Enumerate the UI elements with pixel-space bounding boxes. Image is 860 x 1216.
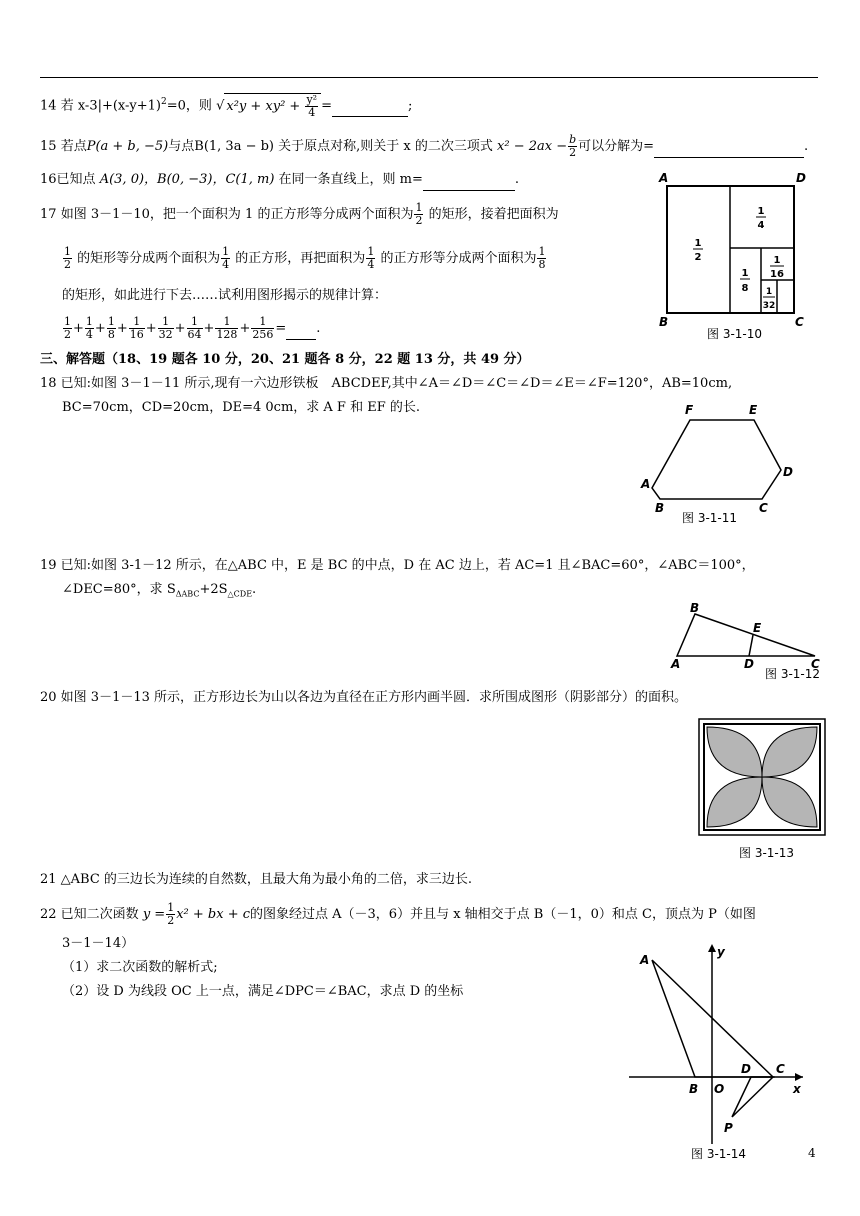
svg-text:A: A: [640, 953, 650, 967]
sqrt-expression: x²y + xy² + $\frac{\text{y²}}{4}$: [224, 93, 321, 119]
plus-sign: +: [116, 321, 128, 336]
figure-caption: 图 3-1-13: [739, 846, 795, 860]
sum-fraction: $\frac{1}{2}$: [64, 315, 71, 341]
question-17-line2: $\frac{1}{2}$ 的矩形等分成两个面积为 $\frac{1}{4}$ 的正方形，再把面积为 $\frac{1}{4}$ 的正方形等分成两个面积为 $\frac{1}{8}$: [64, 245, 546, 271]
sum-fraction: $\frac{1}{4}$: [85, 315, 93, 341]
figure-caption: 图 3-1-11: [682, 511, 738, 525]
question-22-line2: 3－1－14）: [62, 936, 135, 951]
question-18-line1: 18 已知:如图 3－1－11 所示,现有一六边形铁板 ABCDEF,其中∠A＝∠D＝∠C＝∠D＝∠E＝∠F=120°，AB=10cm,: [40, 376, 733, 391]
plus-sign: +: [73, 321, 84, 336]
svg-text:4: 4: [757, 220, 765, 231]
svg-text:B: B: [689, 1082, 699, 1096]
sum-fraction: $\frac{1}{128}$: [216, 315, 238, 341]
question-17-line1: 17 如图 3－1－10，把一个面积为 1 的正方形等分成两个面积为 $\frac{1}{2}$ 的矩形，接着把面积为: [40, 201, 559, 227]
svg-text:16: 16: [770, 269, 784, 280]
question-21: 21 △ABC 的三边长为连续的自然数，且最大角为最小角的二倍，求三边长.: [40, 872, 473, 887]
vertex-b-label: B: [659, 315, 669, 329]
answer-blank: [654, 137, 804, 158]
vertex-c-label: C: [795, 315, 804, 329]
svg-text:A: A: [641, 477, 651, 491]
svg-text:O: O: [714, 1082, 725, 1096]
question-17-line3: 的矩形，如此进行下去……试利用图形揭示的规律计算：: [62, 288, 388, 303]
svg-text:E: E: [753, 621, 762, 635]
question-19-line1: 19 已知:如图 3-1－12 所示，在△ABC 中，E 是 BC 的中点，D 在 AC 边上，若 AC=1 且∠BAC=60°，∠ABC＝100°，: [40, 558, 755, 573]
svg-text:B: B: [655, 501, 665, 515]
svg-text:1: 1: [741, 268, 749, 279]
vertex-d-label: D: [796, 171, 806, 185]
vertex-a-label: A: [659, 171, 669, 185]
question-18-line2: BC=70cm，CD=20cm，DE=4 0cm，求 A F 和 EF 的长.: [62, 400, 420, 415]
sum-fraction: $\frac{1}{8}$: [107, 315, 115, 341]
figure-3-1-14: [625, 940, 815, 1170]
section-heading: 三、解答题（18、19 题各 10 分，20、21 题各 8 分，22 题 13 分，共 49 分）: [40, 352, 530, 367]
svg-text:2: 2: [694, 252, 702, 263]
svg-text:32: 32: [762, 301, 776, 311]
svg-text:D: D: [741, 1062, 751, 1076]
svg-text:C: C: [811, 657, 820, 671]
page-number: 4: [808, 1146, 816, 1160]
answer-blank: [423, 170, 515, 191]
plus-sign: +: [145, 321, 157, 336]
figure-caption: 图 3-1-10: [707, 327, 763, 341]
svg-text:8: 8: [741, 283, 749, 294]
question-14: 14 若 $x-3|+(x-y+1)^2=0$，则 √ x²y + xy² + $\frac{\text{y²}}{4}$ = ;: [40, 92, 413, 119]
question-22-line1: 22 已知二次函数 y = $\frac{1}{2}$ x² + bx + c的图象经过点 A（－3，6）并且与 x 轴相交于点 B（－1，0）和点 C，顶点为 P（如图: [40, 901, 756, 927]
question-15: 15 若点P(a + b, −5)与点B(1, 3a − b) 关于原点对称,则关于 x 的二次三项式 x² − 2ax − $\frac{b}{2}$ 可以分解为= .: [40, 133, 809, 159]
svg-text:F: F: [685, 403, 694, 417]
sum-fraction: $\frac{1}{64}$: [187, 315, 202, 341]
header-rule: [40, 77, 818, 78]
svg-text:C: C: [776, 1062, 785, 1076]
sum-fraction: $\frac{1}{32}$: [158, 315, 173, 341]
question-19-line2: ∠DEC=80°，求 $S_{\Delta ABC}+2S_{\triangle CDE}$.: [62, 582, 257, 599]
svg-text:1: 1: [757, 206, 765, 217]
question-20: 20 如图 3－1－13 所示，正方形边长为山以各边为直径在正方形内画半圆．求所围成图形（阴影部分）的面积。: [40, 690, 688, 705]
figure-3-1-10: [655, 170, 815, 345]
figure-caption: 图 3-1-12: [765, 667, 821, 681]
answer-blank: [286, 319, 316, 340]
svg-text:y: y: [717, 945, 725, 959]
plus-sign: +: [239, 321, 251, 336]
sqrt-symbol: √: [216, 98, 225, 114]
plus-sign: +: [203, 321, 215, 336]
svg-text:x: x: [793, 1082, 801, 1096]
svg-text:D: D: [744, 657, 754, 671]
figure-3-1-12: [665, 600, 825, 685]
figure-caption: 图 3-1-14: [691, 1147, 747, 1161]
svg-text:E: E: [749, 403, 758, 417]
plus-sign: +: [94, 321, 106, 336]
question-22-part2: （2）设 D 为线段 OC 上一点，满足∠DPC＝∠BAC，求点 D 的坐标: [62, 984, 464, 999]
svg-text:A: A: [671, 657, 681, 671]
svg-text:C: C: [759, 501, 768, 515]
svg-text:B: B: [690, 601, 700, 615]
svg-text:1: 1: [773, 255, 781, 266]
question-22-part1: （1）求二次函数的解析式;: [62, 960, 218, 975]
sum-fraction: $\frac{1}{16}$: [129, 315, 144, 341]
svg-text:D: D: [783, 465, 793, 479]
svg-text:1: 1: [694, 238, 702, 249]
figure-3-1-11: [638, 400, 808, 530]
plus-sign: +: [174, 321, 186, 336]
question-16: 16已知点 A(3, 0)，B(0, −3)，C(1, m) 在同一条直线上，则 m= .: [40, 170, 519, 191]
sum-fraction: $\frac{1}{256}$: [252, 315, 274, 341]
figure-3-1-13: [695, 715, 835, 865]
svg-text:1: 1: [765, 287, 773, 297]
fraction-sum: $\frac{1}{2}$ + $\frac{1}{4}$ + $\frac{1}{8}$ + $\frac{1}{16}$ + $\frac{1}{32}$ + $\frac{1}{64}$ + $\frac{1}{128}$ + $\frac{1}{256}$ = .: [64, 315, 321, 341]
svg-text:P: P: [724, 1121, 733, 1135]
answer-blank: [332, 96, 408, 117]
